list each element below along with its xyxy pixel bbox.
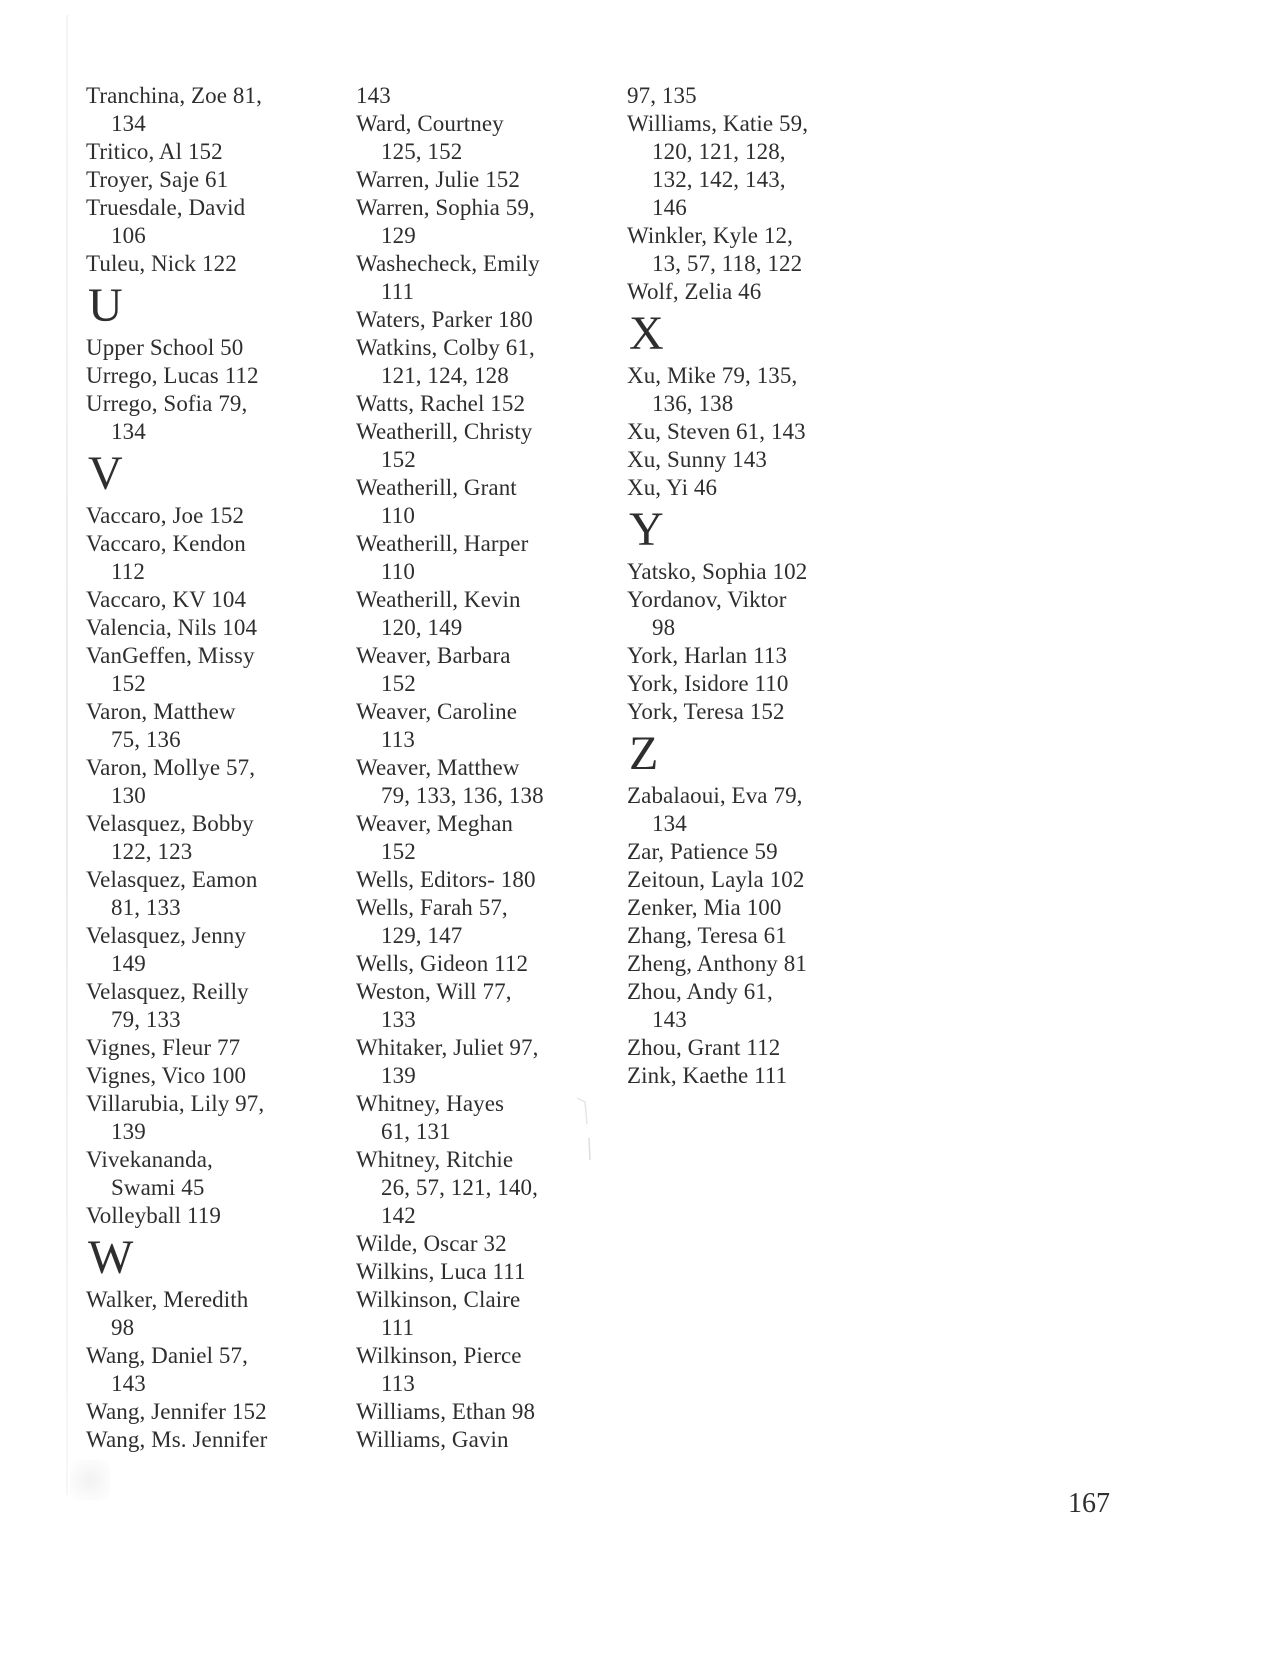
index-entry-continuation: 142 <box>381 1203 416 1228</box>
index-entry: Warren, Julie 152 <box>356 167 520 192</box>
index-entry: VanGeffen, Missy <box>86 643 255 668</box>
index-entry: Walker, Meredith <box>86 1287 249 1312</box>
index-entry-continuation: 98 <box>652 615 676 640</box>
index-entry-continuation: 139 <box>381 1063 416 1088</box>
index-entry-continuation: 146 <box>652 195 687 220</box>
index-entry-continuation: 79, 133 <box>111 1007 181 1032</box>
index-entry: Truesdale, David <box>86 195 246 220</box>
index-entry: Williams, Ethan 98 <box>356 1399 536 1424</box>
index-column-1 <box>86 82 336 1454</box>
index-entry: Tuleu, Nick 122 <box>86 251 237 276</box>
index-entry: Zhou, Grant 112 <box>627 1035 781 1060</box>
index-entry: Valencia, Nils 104 <box>86 615 258 640</box>
index-entry-continuation: 79, 133, 136, 138 <box>381 783 544 808</box>
index-entry-continuation: 113 <box>381 727 415 752</box>
index-entry: Xu, Mike 79, 135, <box>627 363 798 388</box>
index-entry: Tritico, Al 152 <box>86 139 223 164</box>
index-entry: Xu, Yi 46 <box>627 475 718 500</box>
section-letter: Z <box>629 727 659 780</box>
index-entry-continuation: 129, 147 <box>381 923 463 948</box>
section-letter: W <box>88 1231 134 1284</box>
index-column-3 <box>627 82 877 1090</box>
index-entry: Upper School 50 <box>86 335 244 360</box>
scan-edge <box>66 15 68 1495</box>
index-entry: Weaver, Caroline <box>356 699 518 724</box>
index-entry: York, Teresa 152 <box>627 699 785 724</box>
index-entry: Wells, Editors- 180 <box>356 867 536 892</box>
index-entry: Winkler, Kyle 12, <box>627 223 793 248</box>
index-column-2 <box>356 82 606 1454</box>
index-entry-continuation: 13, 57, 118, 122 <box>652 251 803 276</box>
index-entry: Zar, Patience 59 <box>627 839 778 864</box>
index-entry: Zabalaoui, Eva 79, <box>627 783 803 808</box>
index-entry-continuation: 110 <box>381 503 415 528</box>
index-entry: Vaccaro, Joe 152 <box>86 503 245 528</box>
index-entry-continuation: 98 <box>111 1315 135 1340</box>
index-entry: Watts, Rachel 152 <box>356 391 526 416</box>
index-entry: Xu, Steven 61, 143 <box>627 419 806 444</box>
scan-mark <box>575 1094 595 1164</box>
index-entry: Weston, Will 77, <box>356 979 512 1004</box>
index-entry: Varon, Mollye 57, <box>86 755 256 780</box>
index-entry-continuation: 143 <box>111 1371 146 1396</box>
index-entry-continuation: 111 <box>381 1315 415 1340</box>
index-entry-continuation: 61, 131 <box>381 1119 451 1144</box>
index-entry: Washecheck, Emily <box>356 251 540 276</box>
index-entry: Wang, Ms. Jennifer <box>86 1427 268 1452</box>
section-letter: Y <box>629 503 664 556</box>
scan-shadow <box>70 1460 110 1500</box>
index-entry: Zeitoun, Layla 102 <box>627 867 805 892</box>
index-entry: Vaccaro, KV 104 <box>86 587 247 612</box>
index-entry: Tranchina, Zoe 81, <box>86 83 262 108</box>
index-entry: Zhang, Teresa 61 <box>627 923 787 948</box>
index-entry: Williams, Katie 59, <box>627 111 809 136</box>
index-entry: Velasquez, Bobby <box>86 811 254 836</box>
index-entry-continuation: 120, 149 <box>381 615 463 640</box>
index-entry-continuation: 139 <box>111 1119 146 1144</box>
index-entry: Ward, Courtney <box>356 111 504 136</box>
index-entry: York, Isidore 110 <box>627 671 789 696</box>
index-entry-continuation: 113 <box>381 1371 415 1396</box>
index-entry: Waters, Parker 180 <box>356 307 533 332</box>
index-entry-continuation: 120, 121, 128, <box>652 139 786 164</box>
index-entry: York, Harlan 113 <box>627 643 788 668</box>
index-entry: Whitaker, Juliet 97, <box>356 1035 539 1060</box>
index-entry-continuation: 130 <box>111 783 146 808</box>
index-entry: Zheng, Anthony 81 <box>627 951 807 976</box>
index-entry: Yatsko, Sophia 102 <box>627 559 808 584</box>
index-entry-continuation: 133 <box>381 1007 416 1032</box>
index-entry-continuation: 134 <box>652 811 687 836</box>
section-letter: V <box>88 447 123 500</box>
index-entry-continuation: 125, 152 <box>381 139 463 164</box>
index-entry: Zink, Kaethe 111 <box>627 1063 788 1088</box>
index-entry: Yordanov, Viktor <box>627 587 787 612</box>
index-entry: Weaver, Barbara <box>356 643 511 668</box>
index-entry-continuation: 152 <box>111 671 146 696</box>
index-entry: Wilkins, Luca 111 <box>356 1259 526 1284</box>
index-entry-continuation: 129 <box>381 223 416 248</box>
index-entry-continuation: 122, 123 <box>111 839 193 864</box>
index-entry: Weatherill, Christy <box>356 419 533 444</box>
index-entry: Williams, Gavin <box>356 1427 509 1452</box>
index-entry: Troyer, Saje 61 <box>86 167 229 192</box>
index-entry: Villarubia, Lily 97, <box>86 1091 265 1116</box>
index-entry: Wolf, Zelia 46 <box>627 279 762 304</box>
index-entry: Wang, Daniel 57, <box>86 1343 248 1368</box>
index-entry: Weatherill, Harper <box>356 531 529 556</box>
index-entry-continuation: 143 <box>652 1007 687 1032</box>
index-entry: Weatherill, Kevin <box>356 587 521 612</box>
index-entry-continuation: 121, 124, 128 <box>381 363 509 388</box>
index-entry-continuation: 75, 136 <box>111 727 181 752</box>
index-entry-continuation: Swami 45 <box>111 1175 205 1200</box>
index-entry: Urrego, Lucas 112 <box>86 363 259 388</box>
index-entry: Wilkinson, Pierce <box>356 1343 522 1368</box>
section-letter: U <box>88 279 123 332</box>
index-entry: Vignes, Fleur 77 <box>86 1035 241 1060</box>
index-entry-continuation: 132, 142, 143, <box>652 167 786 192</box>
index-entry: Wang, Jennifer 152 <box>86 1399 267 1424</box>
index-entry: Weaver, Matthew <box>356 755 520 780</box>
section-letter: X <box>629 307 664 360</box>
index-entry-continuation: 111 <box>381 279 415 304</box>
index-entry-continuation: 134 <box>111 419 146 444</box>
index-entry-continuation: 112 <box>111 559 145 584</box>
index-entry: Watkins, Colby 61, <box>356 335 535 360</box>
index-entry-continuation: 110 <box>381 559 415 584</box>
index-entry: Vignes, Vico 100 <box>86 1063 247 1088</box>
index-entry-continuation: 152 <box>381 671 416 696</box>
index-entry-continuation: 152 <box>381 839 416 864</box>
index-entry: Wilkinson, Claire <box>356 1287 521 1312</box>
index-entry: Whitney, Hayes <box>356 1091 505 1116</box>
index-entry: Varon, Matthew <box>86 699 236 724</box>
index-entry: Vivekananda, <box>86 1147 213 1172</box>
index-entry-continuation: 149 <box>111 951 146 976</box>
index-entry: Velasquez, Eamon <box>86 867 258 892</box>
index-entry-continuation: 136, 138 <box>652 391 734 416</box>
index-entry: Xu, Sunny 143 <box>627 447 767 472</box>
index-entry: Velasquez, Reilly <box>86 979 249 1004</box>
index-entry-continuation: 81, 133 <box>111 895 181 920</box>
index-entry-continuation: 143 <box>356 83 391 108</box>
index-entry-continuation: 97, 135 <box>627 83 697 108</box>
index-entry: Wells, Farah 57, <box>356 895 508 920</box>
index-entry: Vaccaro, Kendon <box>86 531 246 556</box>
index-entry: Urrego, Sofia 79, <box>86 391 248 416</box>
index-entry: Zhou, Andy 61, <box>627 979 773 1004</box>
index-entry: Weatherill, Grant <box>356 475 517 500</box>
index-entry: Velasquez, Jenny <box>86 923 246 948</box>
page-number: 167 <box>1068 1488 1110 1519</box>
index-entry: Zenker, Mia 100 <box>627 895 782 920</box>
index-entry: Warren, Sophia 59, <box>356 195 535 220</box>
index-entry: Wilde, Oscar 32 <box>356 1231 507 1256</box>
index-entry-continuation: 134 <box>111 111 146 136</box>
index-entry: Volleyball 119 <box>86 1203 221 1228</box>
index-entry: Whitney, Ritchie <box>356 1147 514 1172</box>
index-entry: Weaver, Meghan <box>356 811 513 836</box>
index-entry: Wells, Gideon 112 <box>356 951 529 976</box>
index-entry-continuation: 106 <box>111 223 146 248</box>
index-entry-continuation: 26, 57, 121, 140, <box>381 1175 538 1200</box>
index-entry-continuation: 152 <box>381 447 416 472</box>
